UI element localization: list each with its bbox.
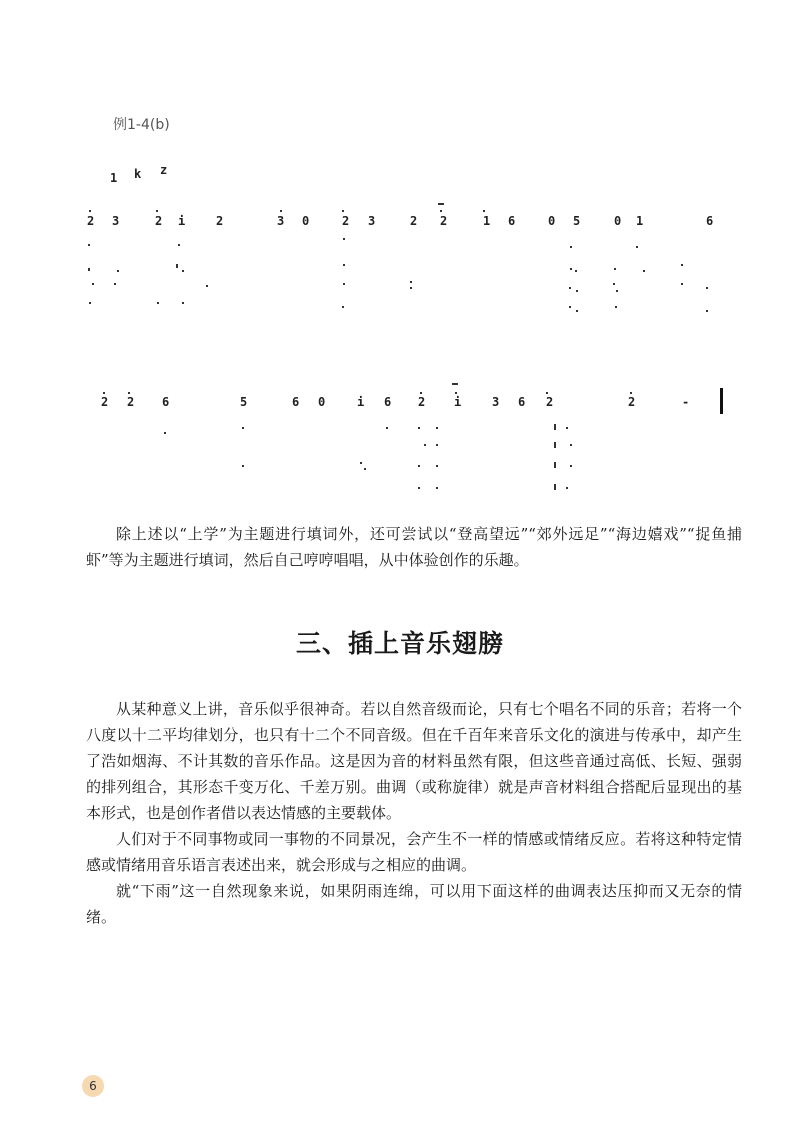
octave-dots xyxy=(89,203,632,394)
score-note: 0 xyxy=(318,395,326,409)
example-label: 例1-4(b) xyxy=(113,117,170,133)
meter-mark: k xyxy=(134,167,142,181)
score-note: 6 xyxy=(162,395,170,409)
score-note: 2 xyxy=(418,395,426,409)
score-note: 3 xyxy=(492,395,500,409)
score-note: 0 xyxy=(548,214,556,228)
score-note: 2 xyxy=(87,214,95,228)
score-note: 3 xyxy=(112,214,120,228)
score-note: 1 xyxy=(636,214,644,228)
score-note: 2 xyxy=(440,214,448,228)
score-note: 3 xyxy=(277,214,285,228)
final-barline xyxy=(720,388,723,414)
score-note: i xyxy=(357,395,365,409)
score-note: 1 xyxy=(483,214,491,228)
score-note: 2 xyxy=(216,214,224,228)
score-note: 0 xyxy=(614,214,622,228)
score-note: 0 xyxy=(302,214,310,228)
paragraph-3: 人们对于不同事物或同一事物的不同景况，会产生不一样的情感或情绪反应。若将这种特定情感或情绪用音乐语言表述出来，就会形成与之相应的曲调。 xyxy=(86,830,742,874)
score-note: 6 xyxy=(706,214,714,228)
paragraph-1: 除上述以“上学”为主题进行填词外，还可尝试以“登高望远”“郊外远足”“海边嬉戏”“捉鱼捕虾”等为主题进行填词，然后自己哼哼唱唱，从中体验创作的乐趣。 xyxy=(86,525,742,569)
score-note: 2 xyxy=(101,395,109,409)
score-note: 6 xyxy=(292,395,300,409)
page-number: 6 xyxy=(82,1075,104,1097)
score-note: 2 xyxy=(127,395,135,409)
meter-mark: z xyxy=(160,163,168,177)
paragraph-4: 就“下雨”这一自然现象来说，如果阴雨连绵，可以用下面这样的曲调表达压抑而又无奈的情绪。 xyxy=(86,882,742,926)
score-note: i xyxy=(178,214,186,228)
score-note: 3 xyxy=(368,214,376,228)
meter-mark: 1 xyxy=(110,171,118,185)
score-note: 5 xyxy=(240,395,248,409)
score-note: 2 xyxy=(155,214,163,228)
paragraph-2: 从某种意义上讲，音乐似乎很神奇。若以自然音级而论，只有七个唱名不同的乐音；若将一个八度以十二平均律划分，也只有十二个不同音级。但在千百年来音乐文化的演进与传承中，却产生了浩如烟海、不计其数的音乐作品。这是因为音的材料虽然有限，但这些音通过高低、长短、强弱的排列组合，其形态千变万化、千差万别。曲调（或称旋律）就是声音材料组合搭配后显现出的基本形式，也是创作者借以表达情感的主要载体。 xyxy=(86,700,742,822)
score-note: i xyxy=(454,395,462,409)
score-note: 5 xyxy=(573,214,581,228)
score-line-2 xyxy=(101,395,689,409)
score-note: 6 xyxy=(384,395,392,409)
score-note: 6 xyxy=(518,395,526,409)
score-note: 6 xyxy=(508,214,516,228)
score-dots xyxy=(88,238,708,490)
score-note: - xyxy=(682,395,690,409)
score-note: 2 xyxy=(546,395,554,409)
score-note: 2 xyxy=(410,214,418,228)
score-line-1 xyxy=(87,214,713,228)
score-note: 2 xyxy=(628,395,636,409)
score-note: 2 xyxy=(342,214,350,228)
section-heading: 三、插上音乐翅膀 xyxy=(295,629,504,658)
jianpu-score xyxy=(0,0,800,520)
